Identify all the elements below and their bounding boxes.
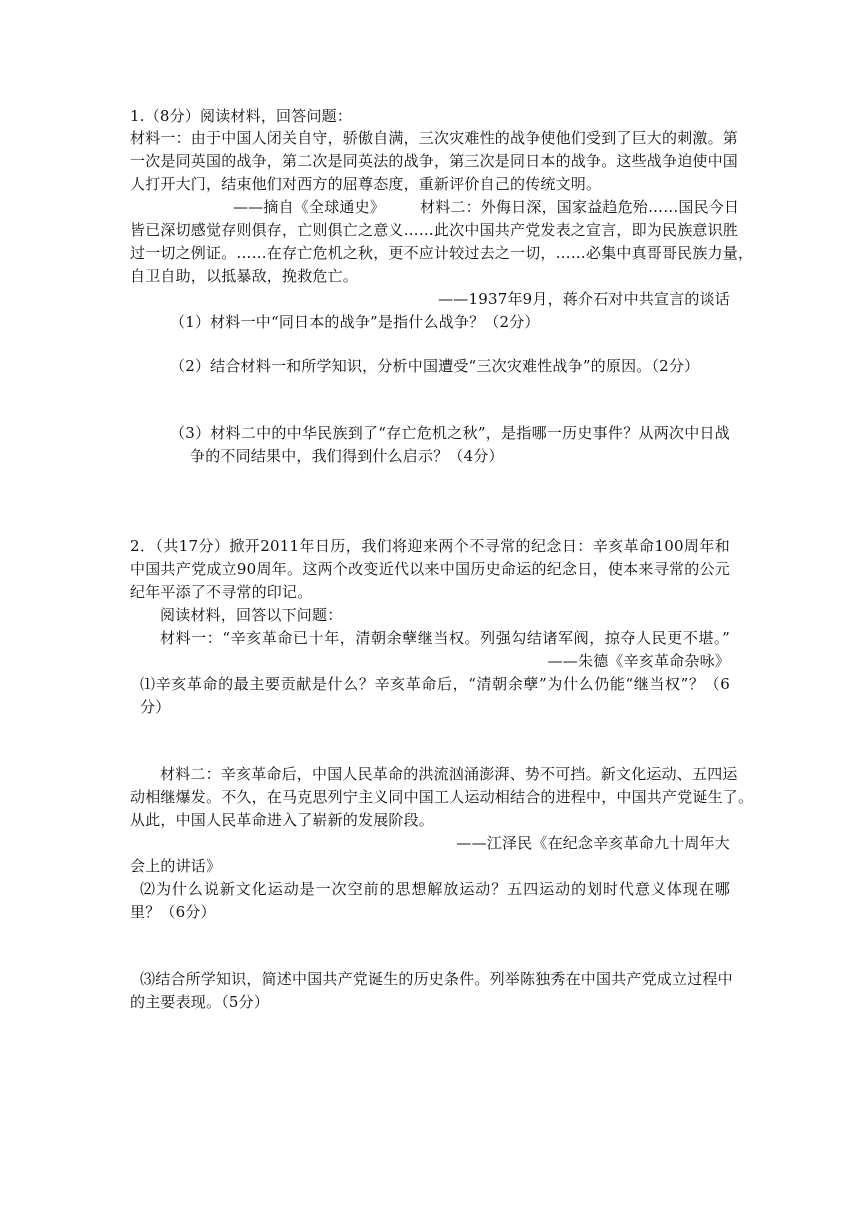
q2-material1: 材料一：“辛亥革命已十年，清朝余孽继当权。列强勾结诸军阀，掠夺人民更不堪。” <box>160 629 730 647</box>
q2-material2-source-line1: ——江泽民《在纪念辛亥革命九十周年大 <box>456 834 730 852</box>
q1-material1-source: ——摘自《全球通史》 <box>233 198 386 216</box>
q2-subquestion-2-line2: 里？（6分） <box>130 903 216 921</box>
q1-material1-line3: 人打开大门，结束他们对西方的屈尊态度，重新评价自己的传统文明。 <box>130 175 602 193</box>
q2-subquestion-1-line1: ⑴辛亥革命的最主要贡献是什么？辛亥革命后，“清朝余孽”为什么仍能“继当权”？（6 <box>140 675 730 693</box>
q1-material2-line3: 过一切之例证。……在存亡危机之秋，更不应计较过去之一切，……必集中真哥哥民族力量， <box>130 244 754 262</box>
q1-material2-line2: 皆已深切感觉存则俱存，亡则俱亡之意义……此次中国共产党发表之宣言，即为民族意识胜 <box>130 221 739 239</box>
q2-material2-line1: 材料二：辛亥革命后，中国人民革命的洪流汹涌澎湃、势不可挡。新文化运动、五四运 <box>160 765 738 783</box>
q2-intro-line2: 中国共产党成立90周年。这两个改变近代以来中国历史命运的纪念日，使本来寻常的公元 <box>130 560 730 578</box>
q2-intro-line1: 2．（共17分）掀开2011年日历，我们将迎来两个不寻常的纪念日：辛亥革命100周年和 <box>130 537 730 555</box>
q2-material2-source-line2: 会上的讲话》 <box>130 857 222 875</box>
q2-subquestion-2-line1: ⑵为什么说新文化运动是一次空前的思想解放运动？五四运动的划时代意义体现在哪 <box>140 880 730 898</box>
q1-subquestion-3-line1: （3）材料二中的中华民族到了“存亡危机之秋”，是指哪一历史事件？从两次中日战 <box>170 424 730 442</box>
q2-read-prompt: 阅读材料，回答以下问题： <box>160 606 343 624</box>
q1-heading: 1.（8分）阅读材料，回答问题： <box>130 107 353 125</box>
q1-material2-source: ——1937年9月，蒋介石对中共宣言的谈话 <box>438 290 730 308</box>
q1-subquestion-1: （1）材料一中“同日本的战争”是指什么战争？（2分） <box>170 313 540 331</box>
q2-material1-source: ——朱德《辛亥革命杂咏》 <box>547 652 730 670</box>
q1-subquestion-3-line2: 争的不同结果中，我们得到什么启示？（4分） <box>190 447 504 465</box>
q2-subquestion-1-line2: 分） <box>140 698 171 716</box>
q1-subquestion-2: （2）结合材料一和所学知识，分析中国遭受“三次灾难性战争”的原因。（2分） <box>170 357 700 375</box>
q2-intro-line3: 纪年平添了不寻常的印记。 <box>130 583 313 601</box>
q1-material1-line2: 一次是同英国的战争，第二次是同英法的战争，第三次是同日本的战争。这些战争迫使中国 <box>130 152 739 170</box>
q1-material1-line1: 材料一：由于中国人闭关自守，骄傲自满，三次灾难性的战争使他们受到了巨大的刺激。第 <box>130 129 739 147</box>
q2-material2-line3: 从此，中国人民革命进入了崭新的发展阶段。 <box>130 811 435 829</box>
q2-subquestion-3-line1: ⑶结合所学知识，简述中国共产党诞生的历史条件。列举陈独秀在中国共产党成立过程中 <box>140 970 733 988</box>
q1-material2-line1: 材料二：外侮日深，国家益趋危殆……国民今日 <box>420 198 740 216</box>
q2-material2-line2: 动相继爆发。不久，在马克思列宁主义同中国工人运动相结合的进程中，中国共产党诞生了。 <box>130 788 754 806</box>
q1-material2-line4: 自卫自助，以抵暴敌，挽救危亡。 <box>130 267 359 285</box>
q2-subquestion-3-line2: 的主要表现。（5分） <box>130 993 270 1011</box>
